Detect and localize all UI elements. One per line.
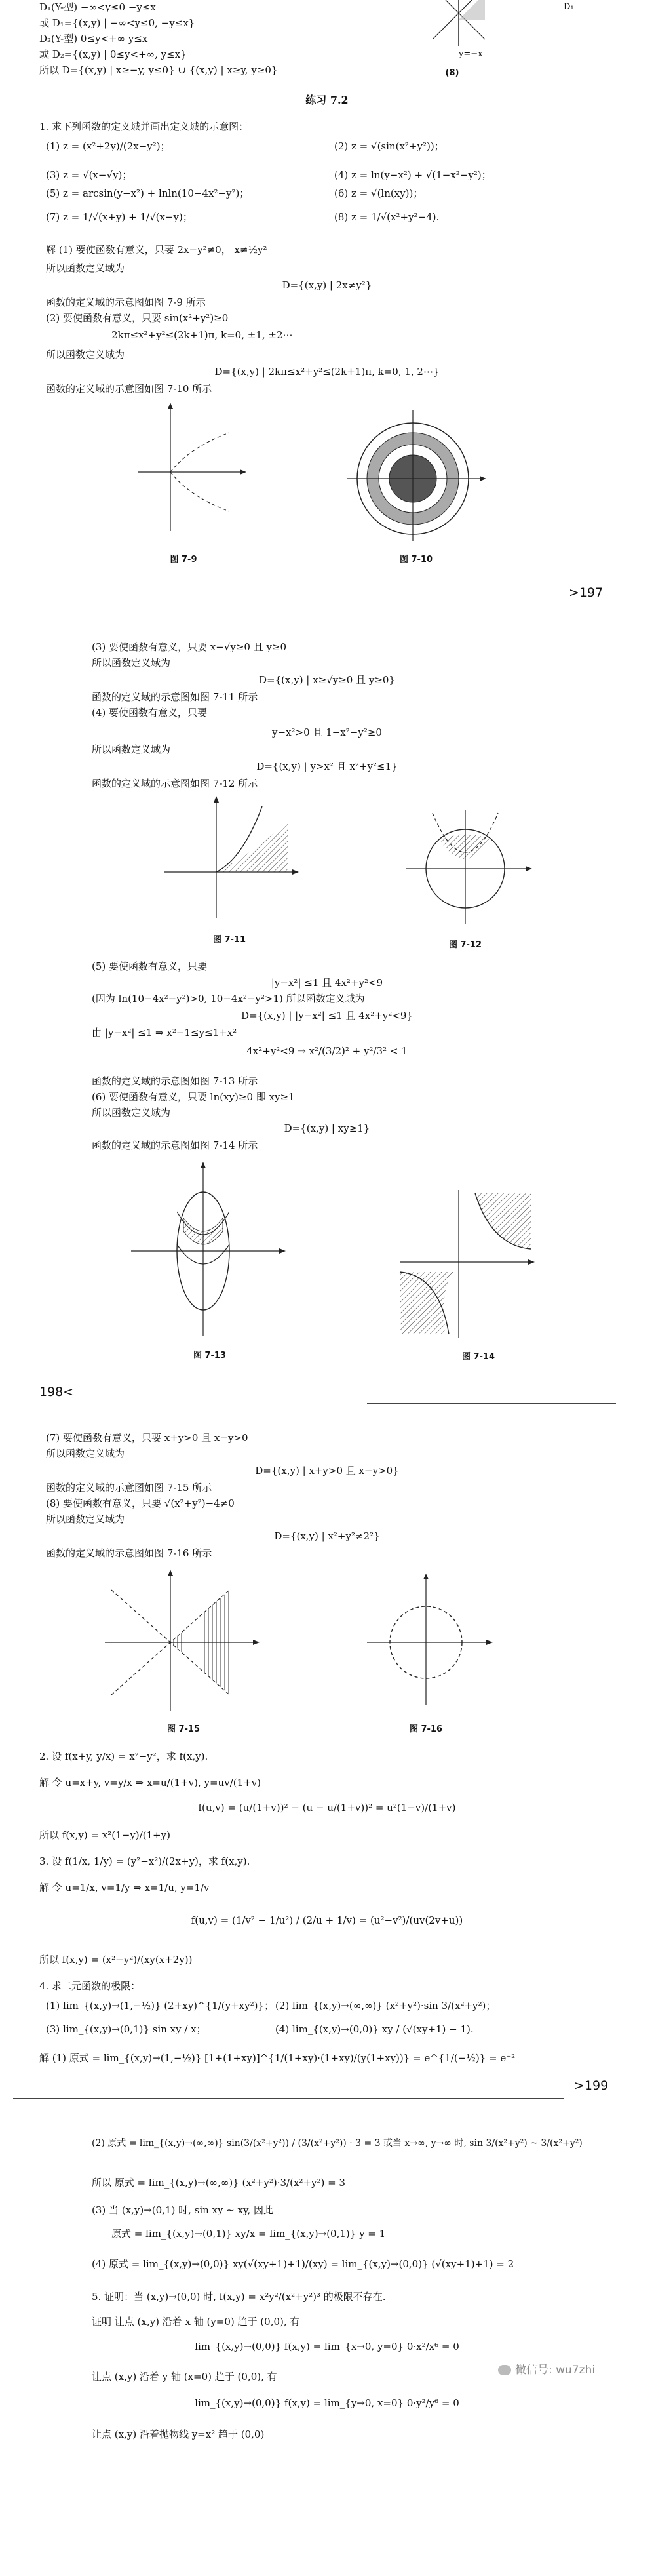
p199-line-3: (3) 当 (x,y)→(0,1) 时, sin xy ~ xy, 因此 bbox=[92, 2204, 274, 2216]
top-line-3: D₂(Y-型) 0≤y<+∞ y≤x bbox=[39, 33, 148, 45]
p199-line-8: lim_{(x,y)→(0,0)} f(x,y) = lim_{x→0, y=0} 0·x²/x⁶ = 0 bbox=[195, 2341, 459, 2352]
sol4-line-8: 函数的定义域的示意图如图 7-16 所示 bbox=[46, 1547, 212, 1559]
sol3-line-3: (因为 ln(10−4x²−y²)>0, 10−4x²−y²>1) 所以函数定义域为 bbox=[92, 993, 365, 1004]
sol4-line-3: D={(x,y) | x+y>0 且 x−y>0} bbox=[255, 1465, 399, 1476]
q1-item-4: (4) z = ln(y−x²) + √(1−x²−y²)； bbox=[334, 169, 491, 181]
sol3-line-4: D={(x,y) | |y−x²| ≤1 且 4x²+y²<9} bbox=[241, 1010, 413, 1021]
sol4-line-7: D={(x,y) | x²+y²≠2²} bbox=[274, 1530, 380, 1542]
sol3-line-7: 函数的定义域的示意图如图 7-13 所示 bbox=[92, 1075, 258, 1087]
figure-7-9-caption: 图 7-9 bbox=[170, 555, 197, 565]
q4-item-4: (4) lim_{(x,y)→(0,0)} xy / (√(xy+1) − 1). bbox=[275, 2023, 474, 2035]
q2-line-1: 2. 设 f(x+y, y/x) = x²−y²，求 f(x,y). bbox=[39, 1751, 208, 1762]
page-number-198: 198< bbox=[39, 1385, 74, 1399]
sol4-line-1: (7) 要使函数有意义，只要 x+y>0 且 x−y>0 bbox=[46, 1432, 248, 1444]
figure-7-13 bbox=[125, 1159, 295, 1343]
q1-item-3: (3) z = √(x−√y)； bbox=[46, 169, 132, 181]
figure-7-11-caption: 图 7-11 bbox=[212, 935, 246, 945]
q4-item-1: (1) lim_{(x,y)→(1,−½)} (2+xy)^{1/(y+xy²)}； bbox=[46, 2000, 274, 2011]
watermark-text: 微信号: wu7zhi bbox=[515, 2364, 596, 2377]
figure-7-16-caption: 图 7-16 bbox=[409, 1724, 443, 1734]
sol2-line-2: 所以函数定义域为 bbox=[92, 657, 171, 669]
sol3-line-2: |y−x²| ≤1 且 4x²+y²<9 bbox=[271, 977, 383, 989]
q1-intro: 1. 求下列函数的定义域并画出定义域的示意图： bbox=[39, 121, 249, 132]
q3-line-1: 3. 设 f(1/x, 1/y) = (y²−x²)/(2x+y)，求 f(x,y). bbox=[39, 1855, 250, 1867]
figure-7-13-caption: 图 7-13 bbox=[193, 1351, 227, 1360]
page-number-197: >197 bbox=[569, 585, 604, 600]
q1-item-1: (1) z = (x²+2y)/(2x−y²)； bbox=[46, 140, 170, 152]
sol2-line-1: (3) 要使函数有意义，只要 x−√y≥0 且 y≥0 bbox=[92, 641, 287, 653]
p199-line-5: (4) 原式 = lim_{(x,y)→(0,0)} xy(√(xy+1)+1)/(xy) = lim_{(x,y)→(0,0)} (√(xy+1)+1) = 2 bbox=[92, 2258, 514, 2270]
sol4-line-6: 所以函数定义域为 bbox=[46, 1513, 125, 1525]
p199-line-4: 原式 = lim_{(x,y)→(0,1)} xy/x = lim_{(x,y)→(0,1)} y = 1 bbox=[111, 2228, 386, 2240]
figure-7-14-caption: 图 7-14 bbox=[461, 1352, 495, 1362]
sol3-line-9: 所以函数定义域为 bbox=[92, 1107, 171, 1119]
figure-7-15-caption: 图 7-15 bbox=[166, 1724, 201, 1734]
sol1-line-2: 所以函数定义域为 bbox=[46, 262, 125, 274]
figure-7-10-caption: 图 7-10 bbox=[399, 555, 433, 565]
sol1-line-8: D={(x,y) | 2kπ≤x²+y²≤(2k+1)π, k=0, 1, 2⋯} bbox=[214, 366, 440, 378]
figure-7-12-caption: 图 7-12 bbox=[448, 940, 482, 950]
page-divider-3 bbox=[13, 2098, 564, 2099]
q3-line-2: 解 令 u=1/x, v=1/y ⇒ x=1/u, y=1/v bbox=[39, 1882, 210, 1893]
sol1-line-3: D={(x,y) | 2x≠y²} bbox=[282, 279, 372, 291]
p199-line-10: lim_{(x,y)→(0,0)} f(x,y) = lim_{y→0, x=0} 0·y²/y⁶ = 0 bbox=[195, 2397, 459, 2409]
q1-item-7: (7) z = 1/√(x+y) + 1/√(x−y)； bbox=[46, 211, 193, 223]
figure-8-caption: (8) bbox=[445, 68, 459, 78]
figure-7-10 bbox=[341, 406, 498, 544]
q4-line-1: 4. 求二元函数的极限： bbox=[39, 1980, 141, 1992]
sol2-line-9: 函数的定义域的示意图如图 7-12 所示 bbox=[92, 778, 258, 789]
sol3-line-1: (5) 要使函数有意义，只要 bbox=[92, 961, 208, 972]
top-line-1: D₁(Y-型) −∞<y≤0 −y≤x bbox=[39, 1, 156, 13]
sol3-line-6: 4x²+y²<9 ⇒ x²/(3/2)² + y²/3² < 1 bbox=[246, 1045, 408, 1057]
sol4-line-5: (8) 要使函数有意义，只要 √(x²+y²)−4≠0 bbox=[46, 1497, 235, 1509]
sol4-line-4: 函数的定义域的示意图如图 7-15 所示 bbox=[46, 1482, 212, 1494]
q1-item-5: (5) z = arcsin(y−x²) + lnln(10−4x²−y²)； bbox=[46, 188, 250, 199]
q2-line-3: f(u,v) = (u/(1+v))² − (u − u/(1+v))² = u²(1−v)/(1+v) bbox=[198, 1802, 456, 1813]
p199-line-9: 让点 (x,y) 沿着 y 轴 (x=0) 趋于 (0,0), 有 bbox=[92, 2371, 277, 2383]
sol2-line-8: D={(x,y) | y>x² 且 x²+y²≤1} bbox=[256, 761, 398, 772]
q4-solution-1: 解 (1) 原式 = lim_{(x,y)→(1,−½)} [1+(1+xy)]^{1/(1+xy)·(1+xy)/(y(1+xy))} = e^{1/(−½)} = e⁻² bbox=[39, 2052, 516, 2064]
sol2-line-5: (4) 要使函数有意义，只要 bbox=[92, 707, 208, 719]
p199-line-6: 5. 证明：当 (x,y)→(0,0) 时, f(x,y) = x²y²/(x²+y²)³ 的极限不存在. bbox=[92, 2291, 386, 2303]
figure-8-line-label: y=−x bbox=[459, 49, 483, 59]
sol2-line-7: 所以函数定义域为 bbox=[92, 743, 171, 755]
wechat-icon bbox=[498, 2365, 511, 2375]
sol4-line-2: 所以函数定义域为 bbox=[46, 1448, 125, 1459]
sol1-line-5: (2) 要使函数有意义，只要 sin(x²+y²)≥0 bbox=[46, 312, 229, 324]
sol1-line-1: 解 (1) 要使函数有意义，只要 2x−y²≠0， x≠½y² bbox=[46, 244, 267, 256]
p199-line-11: 让点 (x,y) 沿着抛物线 y=x² 趋于 (0,0) bbox=[92, 2428, 265, 2440]
page-divider-2 bbox=[367, 1403, 616, 1404]
wechat-watermark bbox=[498, 2360, 595, 2377]
q1-item-6: (6) z = √(ln(xy))； bbox=[334, 188, 423, 199]
sol3-line-8: (6) 要使函数有意义，只要 ln(xy)≥0 即 xy≥1 bbox=[92, 1091, 295, 1103]
sol3-line-5: 由 |y−x²| ≤1 ⇒ x²−1≤y≤1+x² bbox=[92, 1027, 237, 1039]
figure-7-11 bbox=[157, 793, 301, 924]
figure-7-15 bbox=[98, 1567, 269, 1718]
p199-line-7: 证明 让点 (x,y) 沿着 x 轴 (y=0) 趋于 (0,0), 有 bbox=[92, 2316, 300, 2328]
sol1-line-7: 所以函数定义域为 bbox=[46, 349, 125, 361]
top-line-4: 或 D₂={(x,y) | 0≤y<+∞, y≤x} bbox=[39, 49, 187, 60]
figure-8-sketch bbox=[419, 0, 550, 66]
figure-7-16 bbox=[354, 1574, 498, 1711]
q3-line-4: 所以 f(x,y) = (x²−y²)/(xy(x+2y)) bbox=[39, 1954, 193, 1966]
section-title: 练习 7.2 bbox=[305, 94, 349, 106]
q1-item-8: (8) z = 1/√(x²+y²−4). bbox=[334, 211, 440, 223]
q2-line-2: 解 令 u=x+y, v=y/x ⇒ x=u/(1+v), y=uv/(1+v) bbox=[39, 1777, 261, 1789]
sol3-line-10: D={(x,y) | xy≥1} bbox=[284, 1122, 370, 1134]
figure-8-d1-label: D₁ bbox=[564, 2, 574, 12]
figure-7-14 bbox=[393, 1187, 537, 1344]
sol2-line-3: D={(x,y) | x≥√y≥0 且 y≥0} bbox=[259, 674, 395, 686]
q4-item-3: (3) lim_{(x,y)→(0,1)} sin xy / x； bbox=[46, 2023, 206, 2035]
sol3-line-11: 函数的定义域的示意图如图 7-14 所示 bbox=[92, 1139, 258, 1151]
p199-line-1: (2) 原式 = lim_{(x,y)→(∞,∞)} sin(3/(x²+y²)) / (3/(x²+y²)) · 3 = 3 或当 x→∞, y→∞ 时, sin 3/(x²+y²) ~ 3/(x²+y²) bbox=[92, 2138, 583, 2149]
sol1-line-4: 函数的定义域的示意图如图 7-9 所示 bbox=[46, 296, 206, 308]
sol2-line-6: y−x²>0 且 1−x²−y²≥0 bbox=[272, 726, 382, 738]
top-line-2: 或 D₁={(x,y) | −∞<y≤0, −y≤x} bbox=[39, 17, 195, 29]
q4-item-2: (2) lim_{(x,y)→(∞,∞)} (x²+y²)·sin 3/(x²+y²)； bbox=[275, 2000, 496, 2011]
top-line-5: 所以 D={(x,y) | x≥−y, y≤0} ∪ {(x,y) | x≥y, y≥0} bbox=[39, 64, 278, 76]
sol1-line-9: 函数的定义域的示意图如图 7-10 所示 bbox=[46, 383, 212, 395]
figure-7-9 bbox=[131, 400, 249, 544]
sol1-line-6: 2kπ≤x²+y²≤(2k+1)π, k=0, ±1, ±2⋯ bbox=[111, 329, 293, 341]
figure-7-12 bbox=[393, 806, 537, 931]
q2-line-4: 所以 f(x,y) = x²(1−y)/(1+y) bbox=[39, 1829, 170, 1841]
p199-line-2: 所以 原式 = lim_{(x,y)→(∞,∞)} (x²+y²)·3/(x²+y²) = 3 bbox=[92, 2177, 345, 2189]
q1-item-2: (2) z = √(sin(x²+y²))； bbox=[334, 140, 444, 152]
q3-line-3: f(u,v) = (1/v² − 1/u²) / (2/u + 1/v) = (u²−v²)/(uv(2v+u)) bbox=[191, 1914, 463, 1926]
sol2-line-4: 函数的定义域的示意图如图 7-11 所示 bbox=[92, 691, 258, 703]
page-number-199: >199 bbox=[574, 2078, 609, 2093]
